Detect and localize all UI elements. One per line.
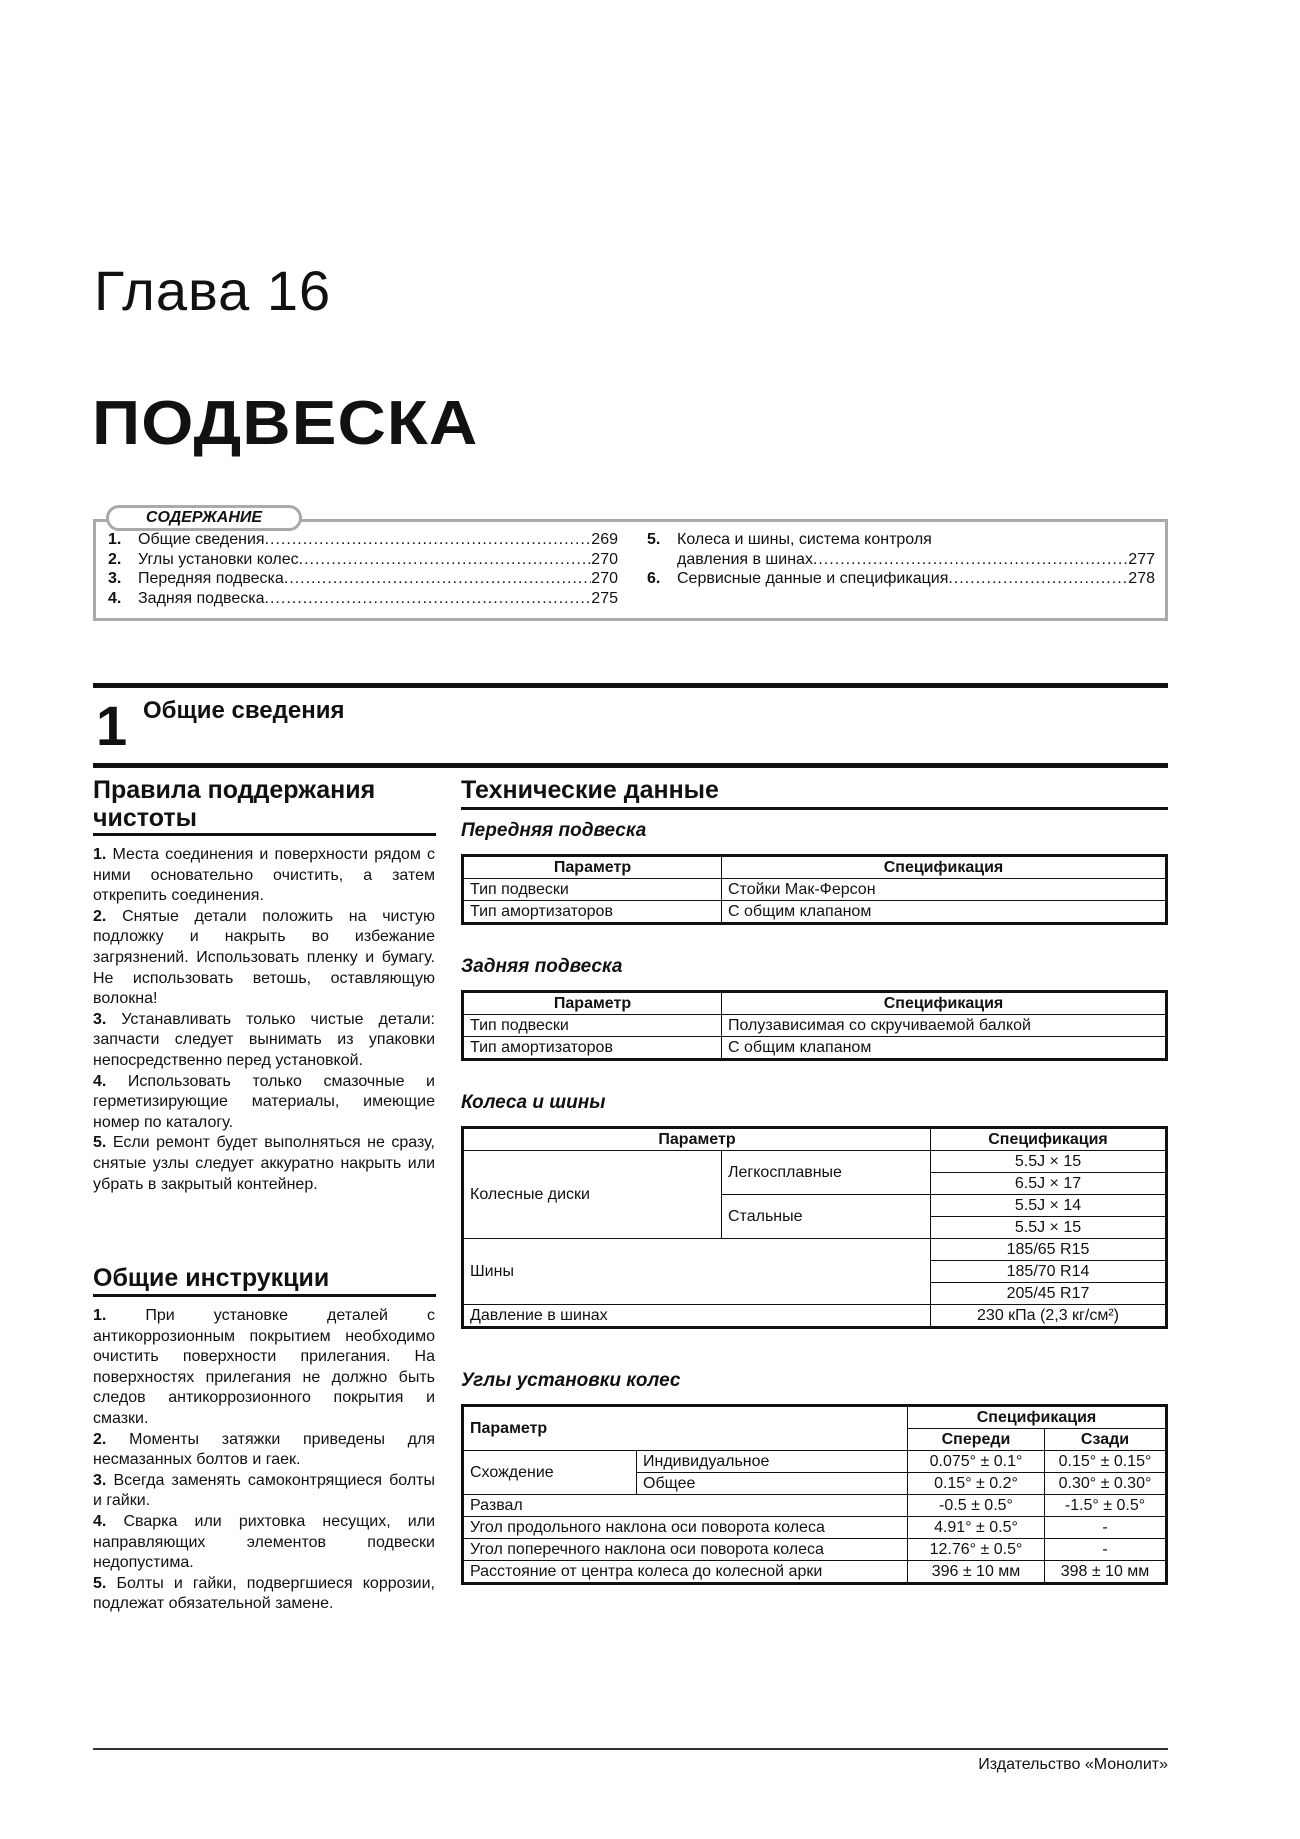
table-row <box>463 1239 1167 1261</box>
table-row <box>463 1517 1167 1539</box>
cell: Легкосплавные <box>722 1151 931 1195</box>
header-cell: Параметр <box>463 856 722 879</box>
cell: 185/65 R15 <box>931 1239 1167 1261</box>
toc-item[interactable]: 6. Сервисные данные и спецификация ..... 278 <box>647 569 1155 589</box>
cell: 185/70 R14 <box>931 1261 1167 1283</box>
cell: 396 ± 10 мм <box>908 1561 1045 1584</box>
table-row <box>463 1451 1167 1473</box>
front-suspension-title: Передняя подвеска <box>461 820 647 841</box>
header-cell: Параметр <box>463 1128 931 1151</box>
section-top-rule <box>93 683 1168 688</box>
header-cell: Спереди <box>908 1429 1045 1451</box>
cell: 0.15° ± 0.2° <box>908 1473 1045 1495</box>
cell: 5.5J × 15 <box>931 1151 1167 1173</box>
cell: -1.5° ± 0.5° <box>1045 1495 1167 1517</box>
cell: 6.5J × 17 <box>931 1173 1167 1195</box>
section-title: Общие сведения <box>143 697 345 724</box>
cell: Развал <box>463 1495 908 1517</box>
heading-rule <box>93 1294 436 1297</box>
cell: 230 кПа (2,3 кг/см²) <box>931 1305 1167 1328</box>
chapter-number: Глава 16 <box>94 259 332 322</box>
cell: Полузависимая со скручиваемой балкой <box>722 1015 1167 1037</box>
cell: Тип амортизаторов <box>463 1037 722 1060</box>
rear-suspension-title: Задняя подвеска <box>461 956 623 977</box>
toc-right-column <box>647 530 1155 589</box>
cell: Тип подвески <box>463 1015 722 1037</box>
list-item: 1. При установке деталей с антикоррозионным покрытием необходимо очистить поверхности прилегания. На поверхностях прилегания не должно быть следов антикоррозионного покрытия и смазки. <box>93 1307 435 1427</box>
cell: С общим клапаном <box>722 901 1167 924</box>
cell: Общее <box>637 1473 908 1495</box>
cleanliness-heading: Правила поддержания чистоты <box>93 776 376 832</box>
cell: - <box>1045 1517 1167 1539</box>
cell: Схождение <box>463 1451 637 1495</box>
list-item: 4. Сварка или рихтовка несущих, или направляющих элементов подвески недопустима. <box>93 1512 436 1572</box>
list-item: 2. Моменты затяжки приведены для несмазанных болтов и гаек. <box>93 1430 436 1469</box>
general-instructions-heading: Общие инструкции <box>93 1264 330 1292</box>
table-row <box>463 1037 1167 1060</box>
cell: Стойки Мак-Ферсон <box>722 879 1167 901</box>
table-row <box>463 879 1167 901</box>
cell: 0.15° ± 0.15° <box>1045 1451 1167 1473</box>
front-suspension-table <box>461 854 1168 925</box>
header-cell: Сзади <box>1045 1429 1167 1451</box>
cell: Колесные диски <box>463 1151 722 1239</box>
cell: Тип амортизаторов <box>463 901 722 924</box>
cell: 0.075° ± 0.1° <box>908 1451 1045 1473</box>
cell: - <box>1045 1539 1167 1561</box>
table-row <box>463 1561 1167 1584</box>
table-row <box>463 1015 1167 1037</box>
cell: Угол продольного наклона оси поворота колеса <box>463 1517 908 1539</box>
tech-data-heading: Технические данные <box>461 776 719 804</box>
cell: Индивидуальное <box>637 1451 908 1473</box>
rear-suspension-table <box>461 990 1168 1061</box>
header-cell: Параметр <box>463 992 722 1015</box>
footer-rule <box>93 1748 1168 1750</box>
table-header-row <box>463 1406 1167 1429</box>
wheels-tires-table <box>461 1126 1168 1329</box>
table-row <box>463 1151 1167 1173</box>
table-row <box>463 1539 1167 1561</box>
section-bottom-rule <box>93 763 1168 768</box>
table-row <box>463 1305 1167 1328</box>
list-item: 4. Использовать только смазочные и герметизирующие материалы, имеющие номер по каталогу. <box>93 1072 435 1131</box>
table-header-row <box>463 992 1167 1015</box>
heading-rule <box>461 807 1168 810</box>
toc-item[interactable]: 1. Общие сведения ..... 269 <box>108 530 618 550</box>
cell: -0.5 ± 0.5° <box>908 1495 1045 1517</box>
wheels-tires-title: Колеса и шины <box>461 1092 606 1113</box>
cell: 5.5J × 15 <box>931 1217 1167 1239</box>
general-instructions-list <box>93 1306 435 1615</box>
table-row <box>463 901 1167 924</box>
cell: Стальные <box>722 1195 931 1239</box>
toc-label: СОДЕРЖАНИЕ <box>106 505 302 531</box>
list-item: 1. Места соединения и поверхности рядом с ними основательно очистить, а затем открепить соединения. <box>93 846 435 905</box>
header-cell: Спецификация <box>722 856 1167 879</box>
cell: 398 ± 10 мм <box>1045 1561 1167 1584</box>
section-number: 1 <box>96 694 128 757</box>
header-cell: Спецификация <box>722 992 1167 1015</box>
cleanliness-list <box>93 845 435 1195</box>
cell: 5.5J × 14 <box>931 1195 1167 1217</box>
cell: С общим клапаном <box>722 1037 1167 1060</box>
toc-item[interactable]: 4. Задняя подвеска ..... 275 <box>108 589 618 609</box>
list-item: 3. Устанавливать только чистые детали: запчасти следует вынимать из упаковки непосредственно перед установкой. <box>93 1010 435 1069</box>
alignment-table <box>461 1404 1168 1585</box>
cell: 4.91° ± 0.5° <box>908 1517 1045 1539</box>
heading-rule <box>93 833 436 836</box>
header-cell: Спецификация <box>908 1406 1167 1429</box>
cell: Шины <box>463 1239 931 1305</box>
cell: Расстояние от центра колеса до колесной арки <box>463 1561 908 1584</box>
toc-item[interactable]: 3. Передняя подвеска ..... 270 <box>108 569 618 589</box>
toc-left-column <box>108 530 618 608</box>
cell: 205/45 R17 <box>931 1283 1167 1305</box>
list-item: 5. Если ремонт будет выполняться не сразу, снятые узлы следует аккуратно накрыть или убрать в закрытый контейнер. <box>93 1134 435 1193</box>
toc-item[interactable]: 5. Колеса и шины, система контроля <box>647 531 932 548</box>
cell: Тип подвески <box>463 879 722 901</box>
table-header-row <box>463 856 1167 879</box>
chapter-title: ПОДВЕСКА <box>92 389 479 458</box>
cell: Давление в шинах <box>463 1305 931 1328</box>
list-item: 3. Всегда заменять самоконтрящиеся болты и гайки. <box>93 1471 435 1510</box>
table-header-row <box>463 1128 1167 1151</box>
list-item: 2. Снятые детали положить на чистую подложку и накрыть во избежание загрязнений. Использовать пленку и бумагу. Не использовать ветошь, оставляющую волокна! <box>93 907 435 1008</box>
toc-item[interactable]: 2. Углы установки колес ..... 270 <box>108 550 618 570</box>
cell: Угол поперечного наклона оси поворота колеса <box>463 1539 908 1561</box>
header-cell: Параметр <box>463 1406 908 1451</box>
header-cell: Спецификация <box>931 1128 1167 1151</box>
publisher-footer: Издательство «Монолит» <box>978 1756 1168 1773</box>
table-row <box>463 1495 1167 1517</box>
list-item: 5. Болты и гайки, подвергшиеся коррозии, подлежат обязательной замене. <box>93 1574 436 1613</box>
cell: 0.30° ± 0.30° <box>1045 1473 1167 1495</box>
toc-item-continued[interactable]: давления в шинах ..... 277 <box>647 550 1155 570</box>
cell: 12.76° ± 0.5° <box>908 1539 1045 1561</box>
alignment-title: Углы установки колес <box>461 1370 681 1391</box>
